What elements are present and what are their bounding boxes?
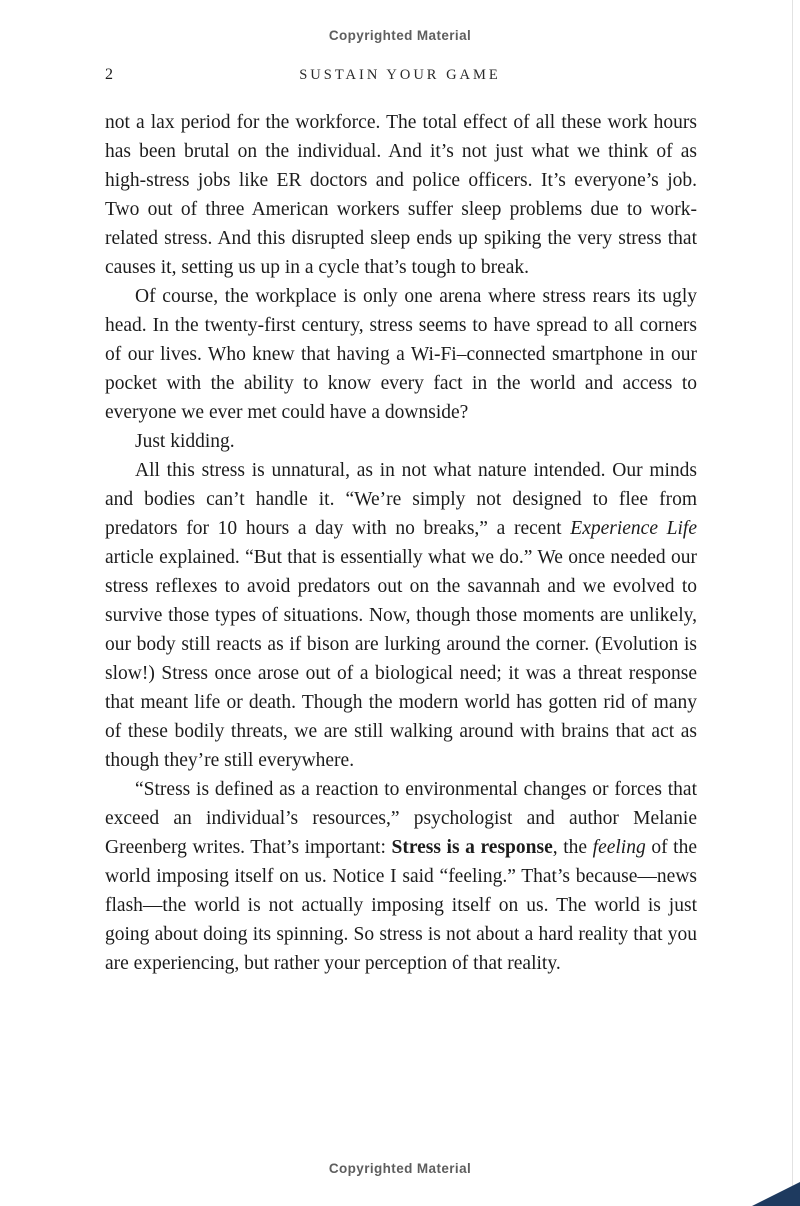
paragraph [105, 456, 697, 775]
running-title: SUSTAIN YOUR GAME [299, 67, 501, 83]
text-run: Of course, the workplace is only one arena where stress rears its ugly head. In the twenty-first century, stress seems to have spread to all corners of our lives. Who knew that having a Wi-Fi–connected smartphone in our pocket with the ability to know every fact in the world and access to everyone we ever met could have a downside? [105, 286, 697, 423]
text-run: article explained. “But that is essentially what we do.” We once needed our stress reflexes to avoid predators out on the savannah and we evolved to survive those types of situations. Now, though those moments are unlikely, our body still reacts as if bison are lurking around the corner. (Evolution is slow!) Stress once arose out of a biological need; it was a threat response that meant life or death. Though the modern world has gotten rid of many of these bodily threats, we are still walking around with brains that act as though they’re still everywhere. [105, 547, 697, 771]
paragraph [105, 108, 697, 282]
text-run: All this stress is unnatural, as in not what nature intended. Our minds and bodies can’t handle it. “We’re simply not designed to flee from predators for 10 hours a day with no breaks,” a recent [105, 460, 697, 539]
running-header [105, 66, 695, 88]
paragraph [105, 427, 697, 456]
page-edge-line [792, 0, 793, 1206]
paragraph [105, 282, 697, 427]
copyright-notice-bottom: Copyrighted Material [328, 1161, 472, 1176]
copyright-notice-top: Copyrighted Material [328, 28, 472, 43]
text-run: feeling [592, 837, 646, 858]
text-run: Stress is a response [391, 837, 553, 858]
text-run: of the world imposing itself on us. Notice I said “feeling.” That’s because—news flash—the world is not actually imposing itself on us. The world is just going about doing its spinning. So stress is not about a hard reality that you are experiencing, but rather your perception of that reality. [105, 837, 697, 974]
body-text [105, 108, 697, 978]
page-number: 2 [105, 66, 113, 83]
text-run: Experience Life [570, 518, 698, 539]
text-run: , the [552, 837, 593, 858]
text-run: Just kidding. [135, 431, 235, 452]
text-run: “Stress is defined as a reaction to environmental changes or forces that exceed an individual’s resources,” psychologist and author Melanie Greenberg writes. That’s important: [105, 779, 697, 858]
text-run: not a lax period for the workforce. The total effect of all these work hours has been brutal on the individual. And it’s not just what we think of as high-stress jobs like ER doctors and police officers. It’s everyone’s job. Two out of three American workers suffer sleep problems due to work-related stress. And this disrupted sleep ends up spiking the very stress that causes it, setting us up in a cycle that’s tough to break. [105, 112, 697, 278]
paragraph [105, 775, 697, 978]
